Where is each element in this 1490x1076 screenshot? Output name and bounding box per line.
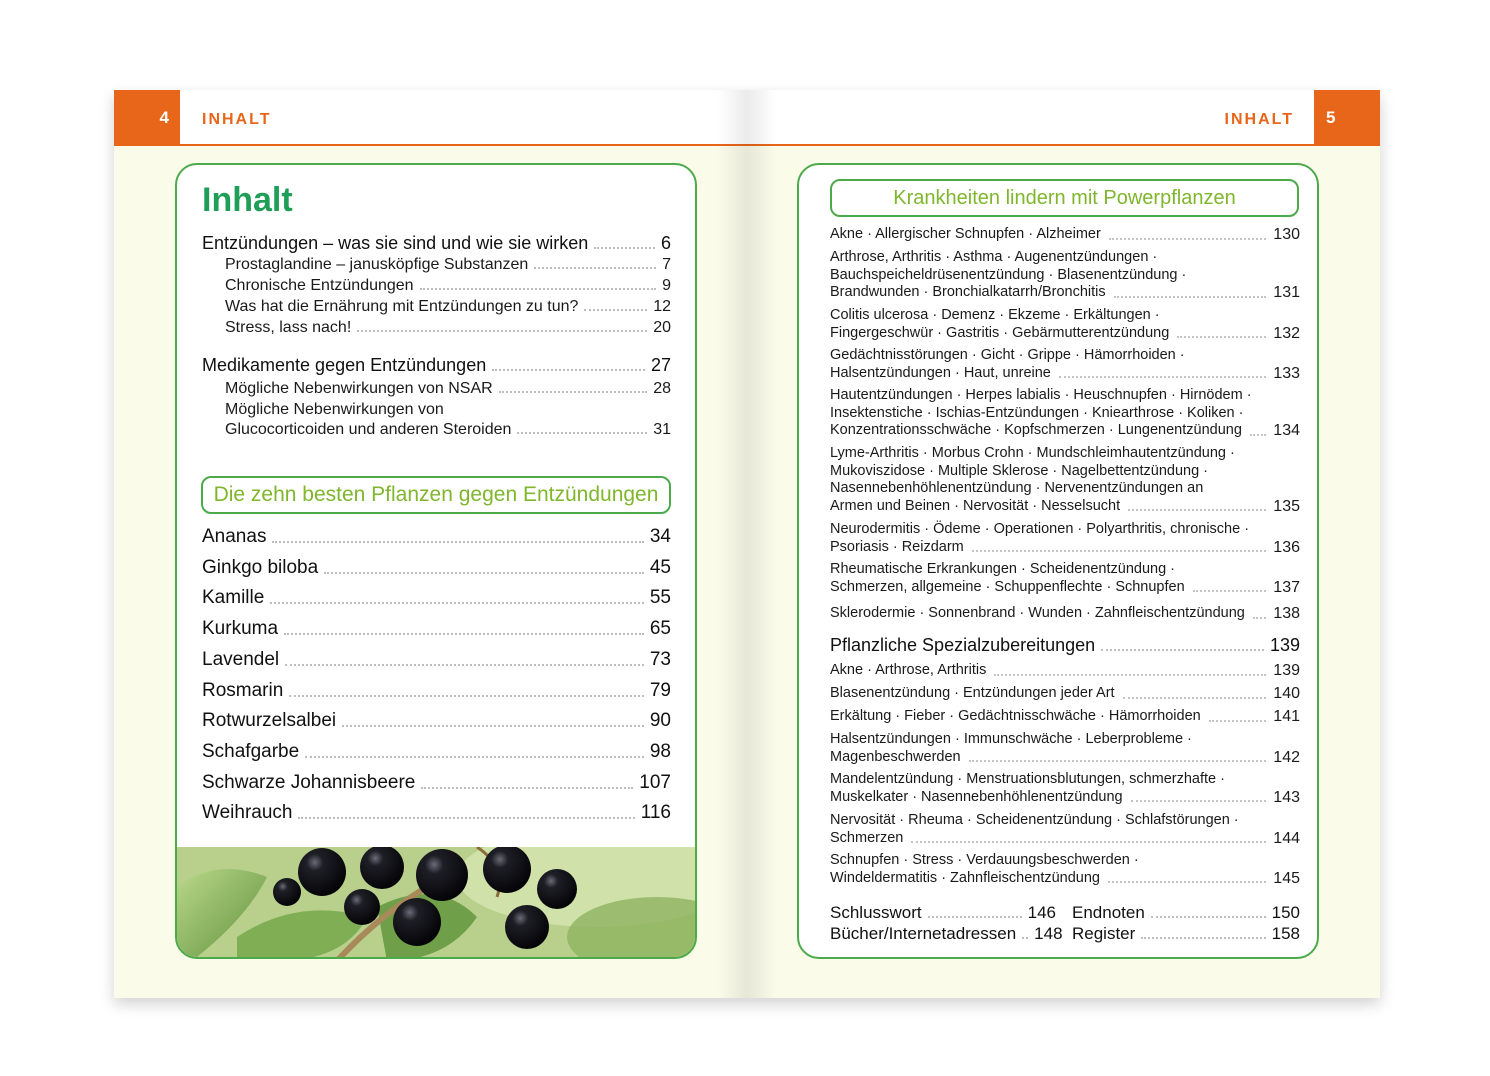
index-entry-page: 140 xyxy=(1273,685,1300,702)
toc-entry-label: Mögliche Nebenwirkungen von NSAR xyxy=(225,380,493,397)
toc-entry[interactable] xyxy=(225,256,671,274)
toc-entry-page: 28 xyxy=(653,380,671,397)
index-entry-text: Schnupfen · Stress · Verdauungsbeschwerden · xyxy=(830,852,1139,868)
right-header-title: INHALT xyxy=(1224,111,1294,128)
toc-entry-page: 20 xyxy=(653,319,671,336)
left-page xyxy=(114,90,747,998)
index-entry-page: 142 xyxy=(1273,748,1300,766)
toc-entry[interactable] xyxy=(225,298,671,316)
index-entry-text: Brandwunden · Bronchialkatarrh/Bronchitis xyxy=(830,284,1106,300)
index-entry-page: 143 xyxy=(1273,788,1300,806)
index-entry-text: Sklerodermie · Sonnenbrand · Wunden · Zahnfleischentzündung xyxy=(830,605,1245,621)
plant-entry[interactable] xyxy=(202,680,671,702)
index-entry-page: 130 xyxy=(1273,226,1300,243)
index-entry-text: Lyme-Arthritis · Morbus Crohn · Mundschleimhautentzündung · xyxy=(830,445,1235,461)
index-entry-page: 144 xyxy=(1273,829,1300,847)
footer-entry[interactable] xyxy=(1072,924,1300,944)
plant-page: 98 xyxy=(649,740,671,762)
footer-entry-label: Register xyxy=(1072,924,1136,943)
toc-entry[interactable] xyxy=(225,401,671,419)
plant-name: Rosmarin xyxy=(202,679,284,701)
index-entry-page: 136 xyxy=(1273,538,1300,556)
plant-entry[interactable] xyxy=(202,741,671,763)
special-heading-row xyxy=(830,635,1300,656)
footer-entry-label: Bücher/Internetadressen xyxy=(830,924,1017,943)
plant-name: Schwarze Johannisbeere xyxy=(202,771,416,793)
plant-page: 79 xyxy=(649,679,671,701)
index-entry-page: 141 xyxy=(1273,708,1300,725)
plant-page: 90 xyxy=(649,710,671,732)
index-entry-text: Insektenstiche · Ischias-Entzündungen · Kniearthrose · Koliken · xyxy=(830,404,1244,421)
index-entry[interactable] xyxy=(830,347,1300,382)
index-entry[interactable] xyxy=(830,445,1300,515)
index-entry[interactable] xyxy=(830,662,1300,680)
toc-entry-label: Prostaglandine – janusköpfige Substanzen xyxy=(225,256,529,273)
right-page-number: 5 xyxy=(1314,90,1380,146)
toc-entry-label: Chronische Entzündungen xyxy=(225,277,414,294)
index-entry-text: Fingergeschwür · Gastritis · Gebärmutterentzündung xyxy=(830,324,1170,341)
index-entry-text: Hautentzündungen · Herpes labialis · Heuschnupfen · Hirnödem · xyxy=(830,387,1252,403)
footer-entry-page: 146 xyxy=(1027,903,1056,922)
index-entry-page: 132 xyxy=(1273,324,1300,342)
footer-entry-page: 148 xyxy=(1034,924,1063,943)
index-entry[interactable] xyxy=(830,387,1300,440)
special-heading: Pflanzliche Spezialzubereitungen xyxy=(830,635,1096,655)
right-contents-card xyxy=(797,163,1319,959)
index-entry-page: 138 xyxy=(1273,605,1300,622)
toc-entry-label: Stress, lass nach! xyxy=(225,319,352,336)
footer-entry-label: Schlusswort xyxy=(830,903,922,922)
index-entry-text: Schmerzen, allgemeine · Schuppenflechte · Schnupfen xyxy=(830,578,1185,595)
toc-entry-label: Was hat die Ernährung mit Entzündungen zu tun? xyxy=(225,298,579,315)
footer-entry-page: 150 xyxy=(1271,903,1300,922)
toc-entry-page: 9 xyxy=(662,277,671,294)
index-entry-text: Schmerzen xyxy=(830,829,904,846)
index-entry[interactable] xyxy=(830,771,1300,806)
right-header xyxy=(747,90,1380,146)
toc-entry-page: 12 xyxy=(653,298,671,315)
plants-heading-box xyxy=(201,476,671,514)
index-entry-page: 145 xyxy=(1273,869,1300,887)
plant-name: Schafgarbe xyxy=(202,740,300,762)
index-entry-text: Akne · Arthrose, Arthritis xyxy=(830,662,987,678)
plant-page: 65 xyxy=(649,618,671,640)
toc-entry[interactable] xyxy=(225,319,671,337)
index-entry-text: Arthrose, Arthritis · Asthma · Augenentzündungen · xyxy=(830,249,1158,265)
plant-entry[interactable] xyxy=(202,649,671,671)
index-entry-text: Bauchspeicheldrüsenentzündung · Blasenentzündung · xyxy=(830,266,1187,283)
blackcurrant-photo xyxy=(177,847,697,959)
toc-entry-label: Medikamente gegen Entzündungen xyxy=(202,355,487,375)
index-entry[interactable] xyxy=(830,605,1300,623)
index-entry-text: Mukoviszidose · Multiple Sklerose · Nagelbettentzündung · xyxy=(830,462,1208,479)
page-title: Inhalt xyxy=(202,181,293,219)
plant-entry[interactable] xyxy=(202,557,671,579)
diseases-heading: Krankheiten lindern mit Powerpflanzen xyxy=(893,186,1236,209)
left-page-number: 4 xyxy=(114,90,180,146)
index-entry-text: Mandelentzündung · Menstruationsblutungen, schmerzhafte · xyxy=(830,771,1225,787)
plant-entry[interactable] xyxy=(202,802,671,824)
plant-entry[interactable] xyxy=(202,618,671,640)
index-entry-page: 133 xyxy=(1273,364,1300,382)
footer-entry[interactable] xyxy=(830,924,1063,944)
plant-name: Lavendel xyxy=(202,648,280,670)
plant-name: Kamille xyxy=(202,587,265,609)
left-header xyxy=(114,90,747,146)
index-entry-text: Erkältung · Fieber · Gedächtnisschwäche · Hämorrhoiden xyxy=(830,708,1201,724)
footer-entry[interactable] xyxy=(830,903,1056,923)
plant-page: 55 xyxy=(649,587,671,609)
toc-entry-label: Entzündungen – was sie sind und wie sie wirken xyxy=(202,233,589,253)
toc-entry[interactable] xyxy=(225,421,671,439)
right-page xyxy=(747,90,1380,998)
plant-entry[interactable] xyxy=(202,526,671,548)
toc-entry-label: Glucocorticoiden und anderen Steroiden xyxy=(225,421,512,438)
index-entry-page: 134 xyxy=(1273,422,1300,439)
plant-page: 116 xyxy=(640,802,671,824)
index-entry-text: Nervosität · Rheuma · Scheidenentzündung · Schlafstörungen · xyxy=(830,812,1239,828)
plant-name: Ginkgo biloba xyxy=(202,556,319,578)
index-entry-text: Halsentzündungen · Haut, unreine xyxy=(830,364,1051,381)
diseases-heading-box xyxy=(830,179,1299,217)
plant-name: Ananas xyxy=(202,526,267,547)
blackcurrant-illustration xyxy=(177,847,697,959)
plant-entry[interactable] xyxy=(202,710,671,732)
index-entry-text: Blasenentzündung · Entzündungen jeder Art xyxy=(830,685,1115,701)
toc-entry[interactable] xyxy=(202,355,671,376)
index-entry[interactable] xyxy=(830,561,1300,596)
index-entry-text: Windeldermatitis · Zahnfleischentzündung xyxy=(830,869,1100,886)
index-entry-text: Armen und Beinen · Nervosität · Nesselsucht xyxy=(830,497,1121,514)
index-entry-text: Konzentrationsschwäche · Kopfschmerzen · Lungenentzündung xyxy=(830,422,1242,438)
toc-entry[interactable] xyxy=(225,380,671,398)
index-entry-text: Gedächtnisstörungen · Gicht · Grippe · Hämorrhoiden · xyxy=(830,347,1185,363)
footer-entry-label: Endnoten xyxy=(1072,903,1145,922)
index-entry[interactable] xyxy=(830,852,1300,887)
index-entry-text: Rheumatische Erkrankungen · Scheidenentzündung · xyxy=(830,561,1175,577)
index-entry[interactable] xyxy=(830,521,1300,556)
index-entry-text: Halsentzündungen · Immunschwäche · Leberprobleme · xyxy=(830,731,1192,747)
left-contents-card xyxy=(175,163,697,959)
plants-heading: Die zehn besten Pflanzen gegen Entzündungen xyxy=(213,483,659,506)
index-entry-text: Psoriasis · Reizdarm xyxy=(830,538,964,555)
index-entry[interactable] xyxy=(830,249,1300,302)
plant-page: 73 xyxy=(649,648,671,670)
plant-name: Weihrauch xyxy=(202,802,293,824)
plant-page: 45 xyxy=(649,556,671,578)
index-entry-page: 137 xyxy=(1273,578,1300,596)
index-entry-page: 131 xyxy=(1273,284,1300,301)
book-spread xyxy=(114,90,1380,998)
index-entry-text: Magenbeschwerden xyxy=(830,748,961,765)
toc-entry-label: Mögliche Nebenwirkungen von xyxy=(225,401,444,418)
plant-name: Rotwurzelsalbei xyxy=(202,710,337,732)
plant-page: 107 xyxy=(639,771,671,793)
plant-name: Kurkuma xyxy=(202,618,279,640)
index-entry-text: Muskelkater · Nasennebenhöhlenentzündung xyxy=(830,788,1123,805)
index-entry-page: 139 xyxy=(1273,662,1300,679)
index-entry-text: Nasennebenhöhlenentzündung · Nervenentzündungen an xyxy=(830,480,1204,496)
index-entry[interactable] xyxy=(830,685,1300,703)
toc-entry-page: 6 xyxy=(660,233,671,253)
special-heading-page: 139 xyxy=(1269,635,1300,655)
index-entry[interactable] xyxy=(830,812,1300,847)
toc-entry-page: 27 xyxy=(650,355,671,375)
index-entry-page: 135 xyxy=(1273,497,1300,515)
index-entry-text: Akne · Allergischer Schnupfen · Alzheimer xyxy=(830,226,1101,242)
toc-entry-page: 31 xyxy=(653,421,671,438)
index-entry[interactable] xyxy=(830,226,1300,244)
footer-entry[interactable] xyxy=(1072,903,1300,923)
index-entry-text: Neurodermitis · Ödeme · Operationen · Polyarthritis, chronische · xyxy=(830,521,1250,537)
footer-entry-page: 158 xyxy=(1271,924,1300,943)
index-entry[interactable] xyxy=(830,708,1300,726)
plant-page: 34 xyxy=(649,526,671,547)
index-entry-text: Colitis ulcerosa · Demenz · Ekzeme · Erkältungen · xyxy=(830,307,1160,323)
toc-entry[interactable] xyxy=(225,277,671,295)
index-entry[interactable] xyxy=(830,307,1300,342)
toc-entry-page: 7 xyxy=(662,256,671,273)
toc-entry[interactable] xyxy=(202,233,671,254)
plant-entry[interactable] xyxy=(202,587,671,609)
left-header-title: INHALT xyxy=(202,111,272,128)
index-entry[interactable] xyxy=(830,731,1300,766)
plant-entry[interactable] xyxy=(202,772,671,794)
